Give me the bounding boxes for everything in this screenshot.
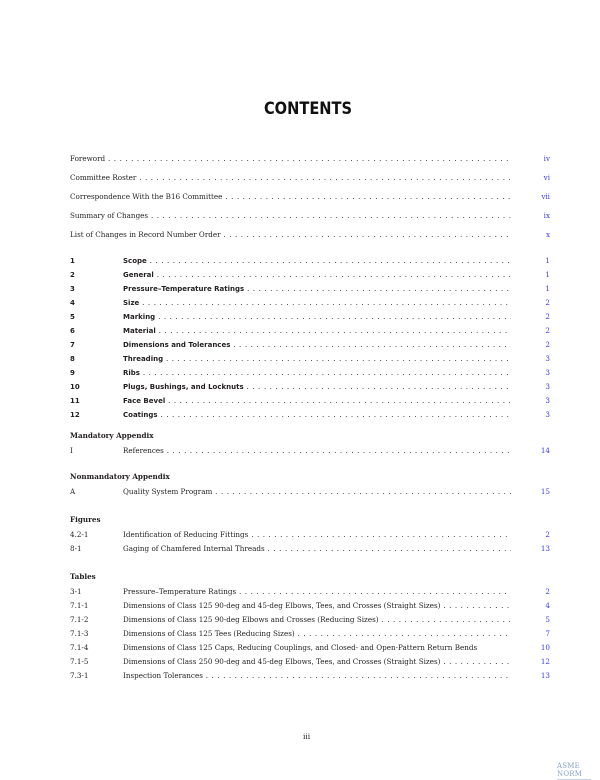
page-link[interactable]: vii — [541, 192, 550, 201]
page-link[interactable]: 2 — [545, 530, 550, 539]
figure-number: 4.2-1 — [70, 530, 89, 539]
page-link[interactable]: 13 — [540, 671, 550, 680]
toc-entry-table-7-1-2[interactable] — [70, 614, 550, 626]
section-number: 3 — [70, 285, 75, 293]
toc-entry-section-3[interactable] — [70, 283, 550, 295]
entry-label: Face Bevel — [123, 397, 166, 405]
page-link[interactable]: 5 — [545, 615, 550, 624]
toc-entry-section-1[interactable] — [70, 255, 550, 267]
table-number: 7.3-1 — [70, 671, 89, 680]
entry-label: Pressure–Temperature Ratings — [123, 587, 237, 596]
toc-entry-figure-4-2-1[interactable] — [70, 529, 550, 541]
table-number: 7.1-1 — [70, 601, 89, 610]
toc-entry-table-3-1[interactable] — [70, 586, 550, 598]
toc-entry-section-6[interactable] — [70, 325, 550, 337]
heading-mandatory-appendix: Mandatory Appendix — [70, 431, 154, 440]
page-link[interactable]: 10 — [540, 643, 550, 652]
entry-label: General — [123, 271, 154, 279]
page-link[interactable]: ix — [543, 211, 550, 220]
figure-number: 8-1 — [70, 544, 82, 553]
page-link[interactable]: iv — [543, 154, 550, 163]
toc-entry-section-10[interactable] — [70, 381, 550, 393]
toc-entry-section-2[interactable] — [70, 269, 550, 281]
heading-nonmandatory-appendix: Nonmandatory Appendix — [70, 472, 170, 481]
entry-label: Dimensions of Class 125 Tees (Reducing Sizes) — [123, 629, 295, 638]
toc-entry-summary-of-changes[interactable] — [70, 210, 550, 222]
entry-label: Committee Roster — [70, 173, 137, 182]
entry-label: Pressure–Temperature Ratings — [123, 285, 245, 293]
entry-label: Correspondence With the B16 Committee — [70, 192, 223, 201]
section-number: 1 — [70, 257, 75, 265]
table-number: 7.1-3 — [70, 629, 89, 638]
toc-entry-foreword[interactable] — [70, 153, 550, 165]
toc-entry-section-5[interactable] — [70, 311, 550, 323]
page-link[interactable]: vi — [543, 173, 550, 182]
toc-entry-section-12[interactable] — [70, 409, 550, 421]
section-number: 9 — [70, 369, 75, 377]
entry-label: Inspection Tolerances — [123, 671, 203, 680]
toc-entry-section-11[interactable] — [70, 395, 550, 407]
entry-label: Quality System Program — [123, 487, 213, 496]
page-link[interactable]: 4 — [545, 601, 550, 610]
entry-label: Plugs, Bushings, and Locknuts — [123, 383, 244, 391]
page-link[interactable]: 2 — [545, 312, 550, 321]
toc-entry-appendix-i[interactable] — [70, 445, 550, 457]
toc-entry-committee-roster[interactable] — [70, 172, 550, 184]
toc-entry-section-7[interactable] — [70, 339, 550, 351]
page-link[interactable]: 3 — [545, 396, 550, 405]
page-link[interactable]: 7 — [545, 629, 550, 638]
table-number: 3-1 — [70, 587, 82, 596]
page-link[interactable]: 14 — [540, 446, 550, 455]
page-link[interactable]: 3 — [545, 410, 550, 419]
heading-figures: Figures — [70, 515, 101, 524]
entry-label: Dimensions of Class 250 90-deg and 45-deg Elbows, Tees, and Crosses (Straight Sizes) — [123, 657, 441, 666]
section-number: 4 — [70, 299, 75, 307]
table-number: 7.1-2 — [70, 615, 89, 624]
page-link[interactable]: x — [545, 230, 550, 239]
entry-label: Size — [123, 299, 140, 307]
heading-tables: Tables — [70, 572, 96, 581]
section-number: 10 — [70, 383, 80, 391]
page-link[interactable]: 2 — [545, 340, 550, 349]
page-link[interactable]: 1 — [545, 270, 550, 279]
entry-label: Dimensions of Class 125 90-deg Elbows and Crosses (Reducing Sizes) — [123, 615, 379, 624]
section-number: 2 — [70, 271, 75, 279]
toc-entry-table-7-1-5[interactable] — [70, 656, 550, 668]
page-link[interactable]: 1 — [545, 284, 550, 293]
appendix-number: I — [70, 446, 73, 455]
toc-entry-list-of-changes[interactable] — [70, 229, 550, 241]
page-link[interactable]: 15 — [540, 487, 550, 496]
page-number-folio: iii — [303, 732, 311, 741]
entry-label: Marking — [123, 313, 156, 321]
entry-label: Dimensions of Class 125 90-deg and 45-deg Elbows, Tees, and Crosses (Straight Sizes) — [123, 601, 441, 610]
page-title: CONTENTS — [263, 99, 353, 119]
watermark-logo — [557, 762, 600, 780]
page-link[interactable]: 2 — [545, 587, 550, 596]
entry-label: Gaging of Chamfered Internal Threads — [123, 544, 265, 553]
toc-entry-table-7-1-4[interactable] — [70, 642, 550, 654]
toc-entry-correspondence[interactable] — [70, 191, 550, 203]
watermark-text: ASME NORM — [557, 762, 583, 778]
section-number: 12 — [70, 411, 80, 419]
entry-label: References — [123, 446, 164, 455]
toc-entry-appendix-a[interactable] — [70, 486, 550, 498]
toc-entry-table-7-1-1[interactable] — [70, 600, 550, 612]
toc-entry-section-8[interactable] — [70, 353, 550, 365]
entry-label: Scope — [123, 257, 147, 265]
page-link[interactable]: 2 — [545, 298, 550, 307]
entry-label: Summary of Changes — [70, 211, 149, 220]
entry-label: Ribs — [123, 369, 140, 377]
table-number: 7.1-5 — [70, 657, 89, 666]
page-link[interactable]: 2 — [545, 326, 550, 335]
entry-label: Identification of Reducing Fittings — [123, 530, 249, 539]
page-link[interactable]: 1 — [545, 256, 550, 265]
table-number: 7.1-4 — [70, 643, 89, 652]
section-number: 7 — [70, 341, 75, 349]
toc-entry-table-7-1-3[interactable] — [70, 628, 550, 640]
section-number: 8 — [70, 355, 75, 363]
entry-label: Threading — [123, 355, 164, 363]
entry-label: List of Changes in Record Number Order — [70, 230, 221, 239]
toc-entry-figure-8-1[interactable] — [70, 543, 550, 555]
appendix-number: A — [70, 487, 76, 496]
entry-label: Dimensions and Tolerances — [123, 341, 231, 349]
entry-label: Dimensions of Class 125 Caps, Reducing Couplings, and Closed- and Open-Pattern Return Bends — [123, 643, 478, 652]
page-link[interactable]: 3 — [545, 354, 550, 363]
entry-label: Foreword — [70, 154, 106, 163]
page-link[interactable]: 3 — [545, 368, 550, 377]
toc-entry-section-9[interactable] — [70, 367, 550, 379]
section-number: 11 — [70, 397, 80, 405]
page-link[interactable]: 13 — [540, 544, 550, 553]
toc-entry-section-4[interactable] — [70, 297, 550, 309]
section-number: 6 — [70, 327, 75, 335]
section-number: 5 — [70, 313, 75, 321]
entry-label: Material — [123, 327, 156, 335]
page-link[interactable]: 12 — [540, 657, 550, 666]
toc-entry-table-7-3-1[interactable] — [70, 670, 550, 682]
entry-label: Coatings — [123, 411, 158, 419]
page-link[interactable]: 3 — [545, 382, 550, 391]
